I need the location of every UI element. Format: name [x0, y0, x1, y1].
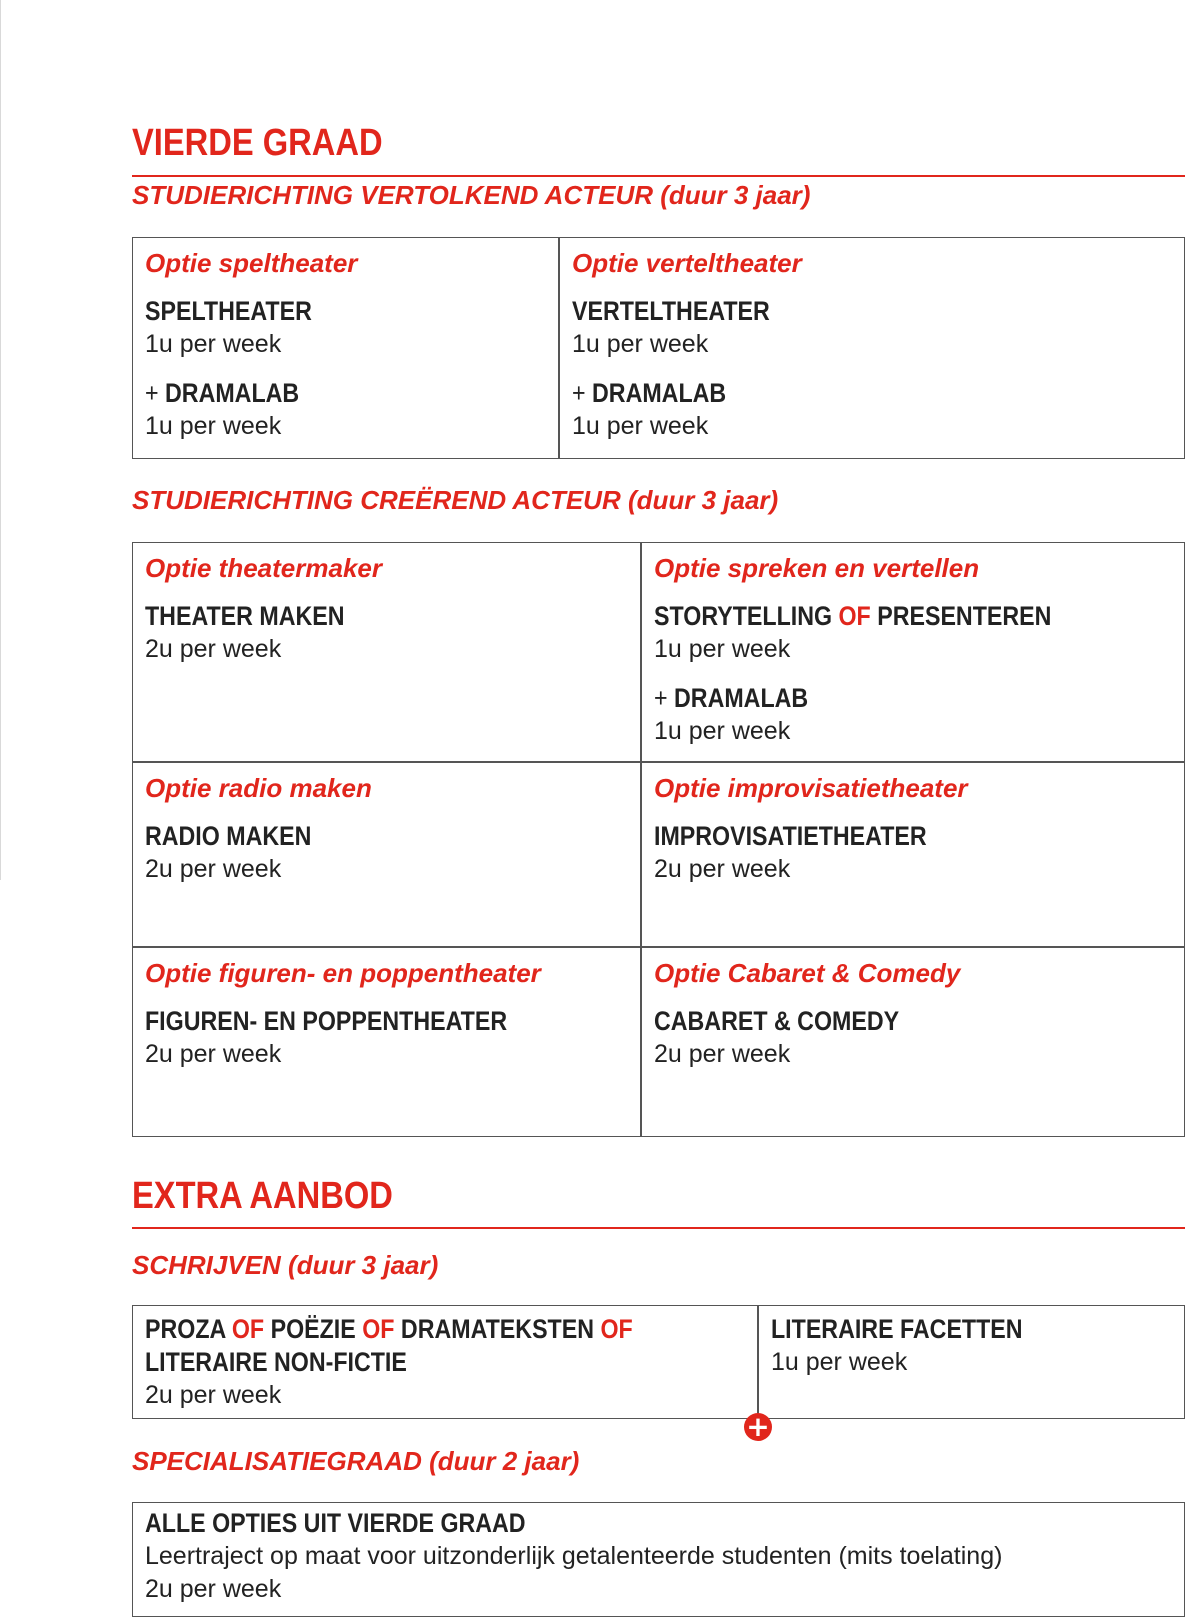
- course-name: CABARET & COMEDY: [654, 1006, 900, 1036]
- course-name: ALLE OPTIES UIT VIERDE GRAAD: [145, 1508, 526, 1538]
- course-name: LITERAIRE FACETTEN: [771, 1314, 1023, 1344]
- section-divider: [132, 1227, 1185, 1229]
- cell-specialisatiegraad: [132, 1502, 1185, 1617]
- extra-course-hours: 1u per week: [145, 412, 282, 440]
- option-title: Optie spreken en vertellen: [654, 553, 980, 583]
- course-hours: 2u per week: [145, 1575, 282, 1603]
- section-title-extra-aanbod: EXTRA AANBOD: [132, 1175, 393, 1217]
- course-hours: 1u per week: [771, 1348, 908, 1376]
- extra-course-hours: 1u per week: [654, 717, 791, 745]
- section-title-vierde-graad: VIERDE GRAAD: [132, 122, 383, 164]
- course-name-line-2: LITERAIRE NON-FICTIE: [145, 1347, 407, 1377]
- extra-course: + DRAMALAB: [654, 683, 809, 713]
- extra-course-hours: 1u per week: [572, 412, 709, 440]
- option-cell-figuren-poppentheater: [132, 947, 640, 1137]
- course-hours: 2u per week: [654, 855, 791, 883]
- course-name: SPELTHEATER: [145, 296, 312, 326]
- course-hours: 1u per week: [572, 330, 709, 358]
- course-name: RADIO MAKEN: [145, 821, 312, 851]
- course-hours: 1u per week: [145, 330, 282, 358]
- course-name: VERTELTHEATER: [572, 296, 770, 326]
- plus-icon: +: [744, 1413, 772, 1441]
- course-hours: 1u per week: [654, 635, 791, 663]
- extra-course: + DRAMALAB: [572, 378, 727, 408]
- course-hours: 2u per week: [145, 1381, 282, 1409]
- page-edge-rule: [0, 0, 1, 880]
- option-title: Optie verteltheater: [572, 248, 802, 278]
- option-title: Optie Cabaret & Comedy: [654, 958, 961, 988]
- course-hours: 2u per week: [145, 1040, 282, 1068]
- section-divider: [132, 175, 1185, 177]
- course-name: IMPROVISATIETHEATER: [654, 821, 927, 851]
- option-cell-theatermaker: [132, 542, 640, 761]
- option-title: Optie figuren- en poppentheater: [145, 958, 541, 988]
- option-cell-improvisatietheater: [641, 762, 1185, 946]
- option-title: Optie speltheater: [145, 248, 358, 278]
- course-name: PROZA OF POËZIE OF DRAMATEKSTEN OF: [145, 1314, 633, 1344]
- course-hours: 2u per week: [145, 855, 282, 883]
- subtitle-schrijven: SCHRIJVEN (duur 3 jaar): [132, 1250, 439, 1280]
- option-cell-cabaret-comedy: [641, 947, 1185, 1137]
- option-cell-spreken-vertellen: [641, 542, 1185, 761]
- option-cell-verteltheater: [559, 237, 1185, 459]
- subtitle-vertolkend-acteur: STUDIERICHTING VERTOLKEND ACTEUR (duur 3 jaar): [132, 180, 811, 210]
- course-description: Leertraject op maat voor uitzonderlijk getalenteerde studenten (mits toelating): [145, 1542, 1003, 1570]
- subtitle-creerend-acteur: STUDIERICHTING CREËREND ACTEUR (duur 3 jaar): [132, 485, 779, 515]
- cell-schrijven-opties: [132, 1305, 757, 1419]
- option-cell-speltheater: [132, 237, 558, 459]
- course-hours: 2u per week: [145, 635, 282, 663]
- cell-literaire-facetten: [758, 1305, 1185, 1419]
- option-cell-radio-maken: [132, 762, 640, 946]
- course-name: FIGUREN- EN POPPENTHEATER: [145, 1006, 508, 1036]
- course-hours: 2u per week: [654, 1040, 791, 1068]
- option-title: Optie theatermaker: [145, 553, 382, 583]
- course-name: THEATER MAKEN: [145, 601, 345, 631]
- option-title: Optie radio maken: [145, 773, 372, 803]
- course-name: STORYTELLING OF PRESENTEREN: [654, 601, 1052, 631]
- extra-course: + DRAMALAB: [145, 378, 300, 408]
- subtitle-specialisatiegraad: SPECIALISATIEGRAAD (duur 2 jaar): [132, 1446, 580, 1476]
- option-title: Optie improvisatietheater: [654, 773, 968, 803]
